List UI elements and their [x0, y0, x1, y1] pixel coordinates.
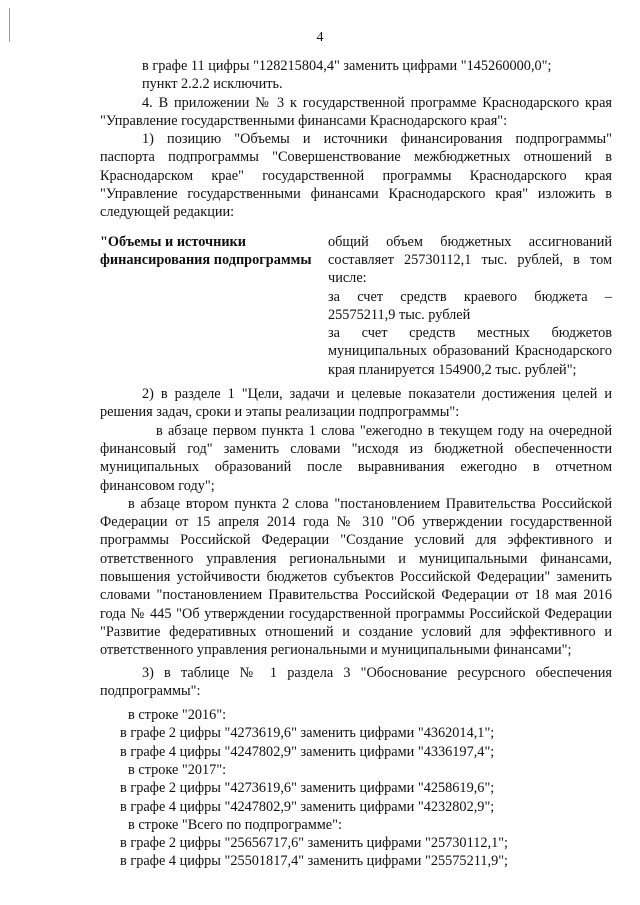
list-item: в графе 2 цифры "4273619,6" заменить цифрами "4362014,1";: [120, 725, 495, 742]
passport-box-values: [328, 233, 612, 379]
paragraph-table1: 3) в таблице № 1 раздела 3 "Обоснование ресурсного обеспечения подпрограммы":: [100, 664, 612, 699]
passport-box: [100, 233, 612, 379]
document-body: [100, 57, 612, 871]
list-item: в строке "2016":: [128, 707, 227, 724]
paragraph-column11: в графе 11 цифры "128215804,4" заменить цифрами "145260000,0";: [142, 58, 552, 74]
paragraph-second-abzac: в абзаце втором пункта 2 слова "постановлением Правительства Российской Федерации от 15 апреля 2014 года № 310 "Об утверждении государственной программы Российской Федерации "Создание условий для эффективного и ответственного управления региональными и муниципальными финансами, повышения устойчивости бюджетов субъектов Российской Федерации" заменить словами "постановлением Правительства Российской Федерации от 18 мая 2016 года № 445 "Об утверждении государственной программы Российской Федерации "Развитие федеративных отношений и создание условий для эффективного и ответственного управления региональными и муниципальными финансами";: [100, 495, 612, 659]
list-item: в графе 2 цифры "25656717,6" заменить цифрами "25730112,1";: [120, 835, 509, 852]
list-item: в строке "Всего по подпрограмме":: [128, 816, 342, 833]
paragraph-annex3: 4. В приложении № 3 к государственной программе Краснодарского края "Управление государственными финансами Краснодарского края":: [100, 94, 612, 129]
passport-regional: за счет средств краевого бюджета – 25575211,9 тыс. рублей: [328, 288, 612, 323]
list-item: в строке "2017":: [128, 761, 227, 778]
paragraph-first-abzac: в абзаце первом пункта 1 слова "ежегодно в текущем году на очередной финансовый год" заменить словами "исходя из бюджетной обеспеченности муниципальных образований после выравнивания ежегодно в отчетном финансовом году";: [100, 422, 612, 494]
list-item: в графе 4 цифры "25501817,4" заменить цифрами "25575211,9";: [120, 853, 509, 870]
table-changes-list: [100, 706, 612, 871]
list-item: в графе 4 цифры "4247802,9" заменить цифрами "4336197,4";: [120, 743, 495, 760]
list-item: в графе 2 цифры "4273619,6" заменить цифрами "4258619,6";: [120, 780, 495, 797]
passport-local: за счет средств местных бюджетов муниципальных образований Краснодарского края планируется 154900,2 тыс. рублей";: [328, 325, 612, 378]
page-number: 4: [316, 30, 324, 45]
paragraph-item-removed: пункт 2.2.2 исключить.: [142, 76, 283, 93]
passport-total: общий объем бюджетных ассигнований составляет 25730112,1 тыс. рублей, в том числе:: [328, 233, 612, 287]
list-item: в графе 4 цифры "4247802,9" заменить цифрами "4232802,9";: [120, 798, 495, 815]
paragraph-position: 1) позицию "Объемы и источники финансирования подпрограммы" паспорта подпрограммы "Совершенствование межбюджетных отношений в Краснодарском крае" государственной программы Краснодарского края "Управление государственными финансами Краснодарского края" изложить в следующей редакции:: [100, 131, 612, 221]
passport-box-label: "Объемы и источники финансирования подпрограммы: [100, 233, 312, 268]
paragraph-section1: 2) в разделе 1 "Цели, задачи и целевые показатели достижения целей и решения задач, сроки и этапы реализации подпрограммы":: [100, 386, 612, 421]
